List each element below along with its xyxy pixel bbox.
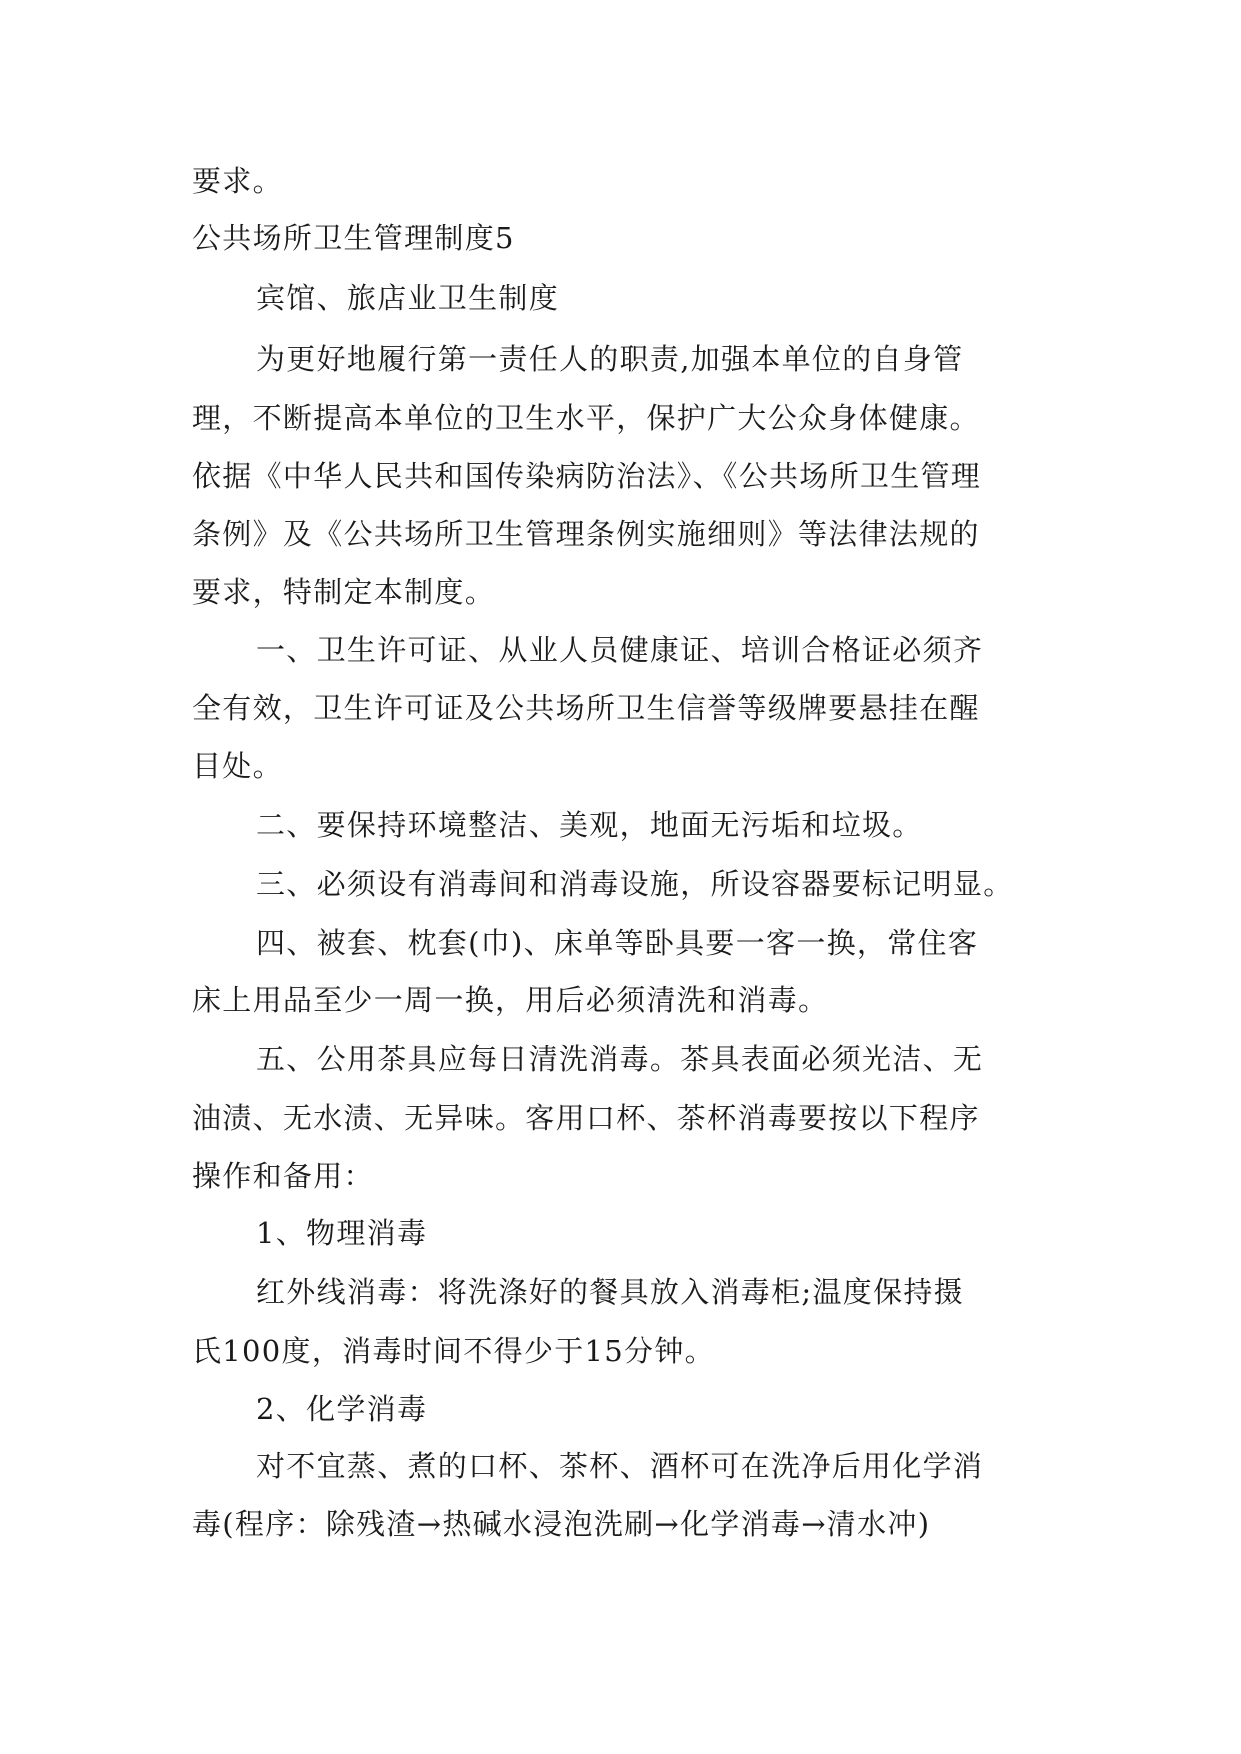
text-line: 要求。 [192, 164, 283, 198]
section-heading: 公共场所卫生管理制度5 [192, 221, 515, 255]
text-line: 全有效，卫生许可证及公共场所卫生信誉等级牌要悬挂在醒 [192, 691, 980, 725]
text-line: 操作和备用： [192, 1159, 374, 1193]
text-line: 五、公用茶具应每日清洗消毒。茶具表面必须光洁、无 [256, 1042, 984, 1076]
text-line: 氏100度，消毒时间不得少于15分钟。 [192, 1334, 715, 1368]
text-line: 毒(程序：除残渣→热碱水浸泡洗刷→化学消毒→清水冲) [192, 1507, 931, 1541]
text-line: 红外线消毒：将洗涤好的餐具放入消毒柜;温度保持摄 [256, 1275, 964, 1309]
text-line: 一、卫生许可证、从业人员健康证、培训合格证必须齐 [256, 633, 984, 667]
item-heading: 1、物理消毒 [256, 1216, 428, 1250]
text-line: 依据《中华人民共和国传染病防治法》、《公共场所卫生管理 [192, 459, 982, 493]
text-line: 对不宜蒸、煮的口杯、茶杯、酒杯可在洗净后用化学消 [256, 1449, 984, 1483]
text-line: 条例》及《公共场所卫生管理条例实施细则》等法律法规的 [192, 517, 980, 551]
text-line: 三、必须设有消毒间和消毒设施，所设容器要标记明显。 [256, 867, 1014, 901]
subsection-title: 宾馆、旅店业卫生制度 [256, 281, 560, 315]
text-line: 为更好地履行第一责任人的职责,加强本单位的自身管 [256, 342, 964, 376]
text-line: 四、被套、枕套(巾)、床单等卧具要一客一换，常住客 [256, 926, 979, 960]
text-line: 床上用品至少一周一换，用后必须清洗和消毒。 [192, 983, 829, 1017]
text-line: 油渍、无水渍、无异味。客用口杯、茶杯消毒要按以下程序 [192, 1101, 980, 1135]
text-line: 目处。 [192, 749, 283, 783]
item-heading: 2、化学消毒 [256, 1392, 428, 1426]
text-line: 二、要保持环境整洁、美观，地面无污垢和垃圾。 [256, 808, 923, 842]
text-line: 要求，特制定本制度。 [192, 575, 496, 609]
text-line: 理，不断提高本单位的卫生水平，保护广大公众身体健康。 [192, 401, 980, 435]
